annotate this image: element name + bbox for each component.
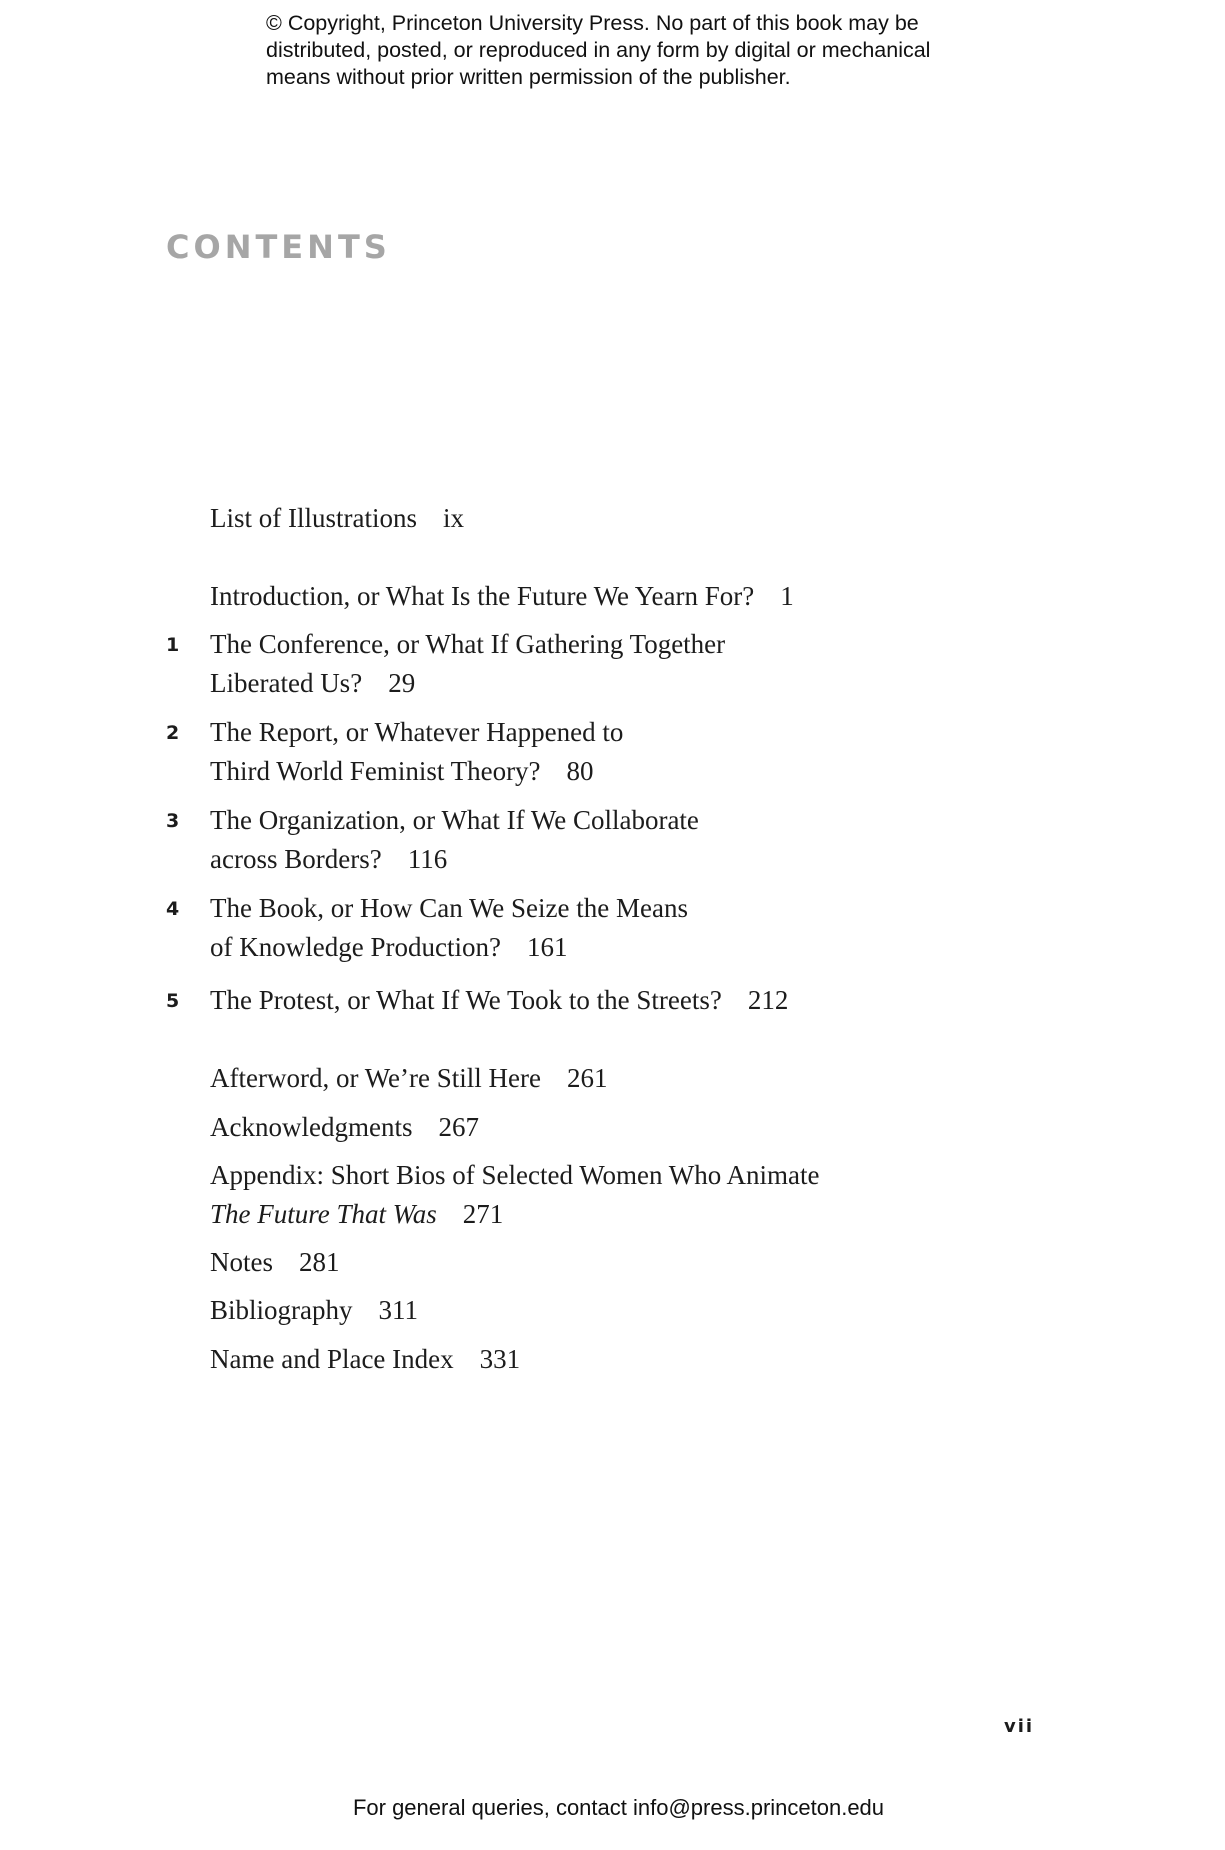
toc-title: List of Illustrations [210,503,417,533]
toc-entry-list-of-illustrations [210,499,464,538]
toc-title: Introduction, or What Is the Future We Yearn For? [210,581,755,611]
toc-title-line: The Book, or How Can We Seize the Means [210,893,688,923]
toc-title-line: Appendix: Short Bios of Selected Women Who Animate [210,1160,820,1190]
toc-entry-introduction [210,577,794,616]
copyright-line: © Copyright, Princeton University Press. No part of this book may be [266,11,919,35]
toc-page-number: 80 [566,756,594,786]
toc-title: Notes [210,1247,273,1277]
toc-page-number: 331 [479,1344,521,1374]
toc-page-number: 281 [299,1247,340,1277]
toc-page-number: 116 [407,844,448,874]
toc-title-line: The Report, or Whatever Happened to [210,717,624,747]
chapter-number: 3 [166,810,180,832]
copyright-line: means without prior written permission of the publisher. [266,65,791,89]
toc-page-number: 161 [526,932,568,962]
toc-title-line: The Organization, or What If We Collaborate [210,805,699,835]
toc-title-line: Liberated Us? [210,668,363,698]
chapter-number: 4 [166,898,180,920]
toc-title-line: of Knowledge Production? [210,932,501,962]
toc-entry-chapter-5 [166,981,789,1020]
copyright-notice [266,10,1026,91]
toc-title: Bibliography [210,1295,353,1325]
footer-contact: For general queries, contact info@press.princeton.edu [352,1795,885,1820]
toc-title-line: The Future That Was [210,1199,437,1229]
toc-page-number: 212 [747,985,789,1015]
toc-title-line: Third World Feminist Theory? [210,756,541,786]
toc-title-line: The Conference, or What If Gathering Together [210,629,726,659]
toc-page-number: ix [442,503,464,533]
chapter-number: 5 [166,990,180,1012]
toc-title: Acknowledgments [210,1112,413,1142]
chapter-number: 2 [166,722,180,744]
toc-entry-appendix [210,1156,820,1234]
toc-page-number: 311 [378,1295,418,1325]
toc-page-number: 267 [438,1112,479,1142]
toc-title-line: The Protest, or What If We Took to the Streets? [210,985,722,1015]
toc-entry-index [210,1340,520,1379]
toc-entry-afterword [210,1059,607,1098]
toc-entry-chapter-2 [166,713,624,791]
toc-title: Afterword, or We’re Still Here [210,1063,541,1093]
toc-title-line: across Borders? [210,844,382,874]
toc-entry-notes [210,1243,340,1282]
toc-entry-bibliography [210,1291,418,1330]
toc-entry-chapter-1 [166,625,726,703]
copyright-line: distributed, posted, or reproduced in any form by digital or mechanical [266,38,931,62]
toc-page-number: 29 [388,668,416,698]
toc-title: Name and Place Index [210,1344,454,1374]
page-title: CONTENTS [166,228,391,266]
toc-page-number: 271 [462,1199,504,1229]
toc-entry-chapter-4 [166,889,688,967]
toc-page-number: 1 [780,581,794,611]
toc-page-number: 261 [566,1063,608,1093]
page-number: vii [1004,1716,1035,1737]
toc-entry-acknowledgments [210,1108,479,1147]
toc-entry-chapter-3 [166,801,699,879]
chapter-number: 1 [166,634,180,656]
